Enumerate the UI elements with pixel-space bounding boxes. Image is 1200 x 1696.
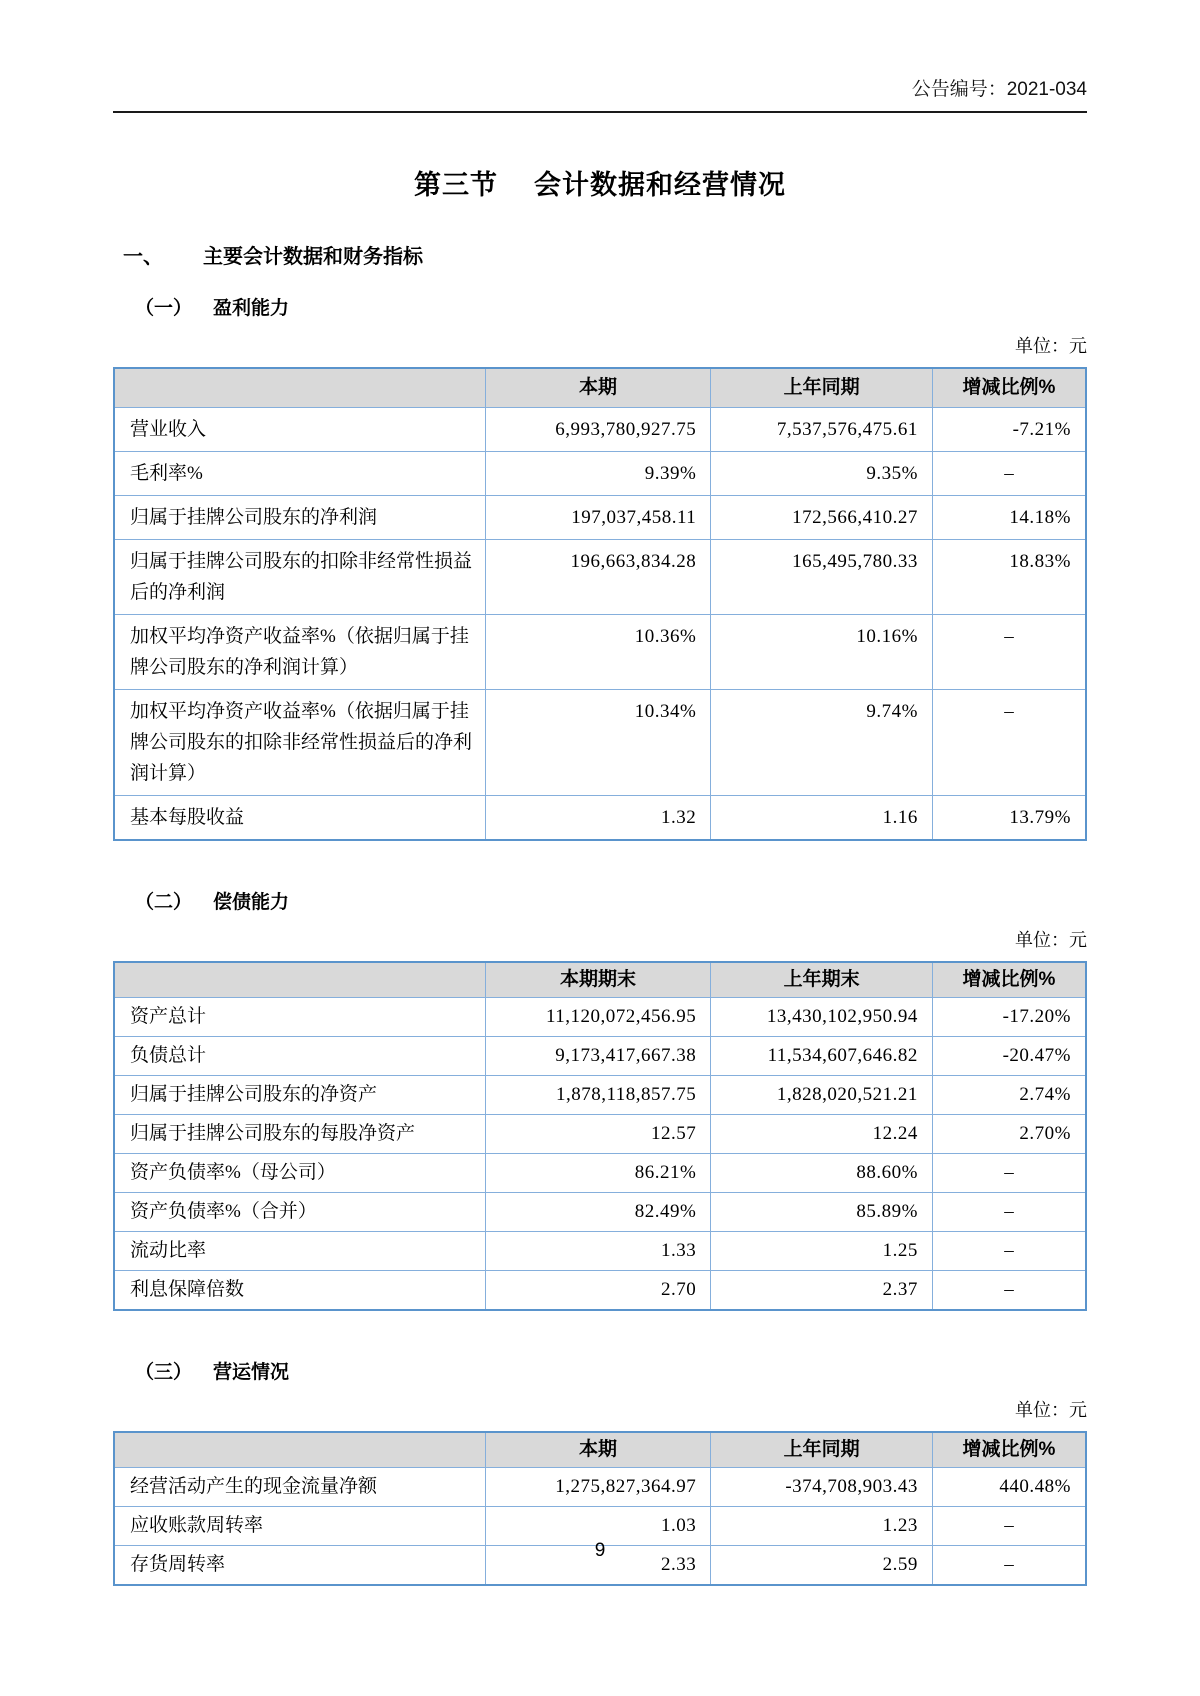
table-row — [114, 496, 1086, 540]
unit-label: 单位：元 — [1015, 1400, 1087, 1420]
row-value: 172,566,410.27 — [711, 496, 933, 540]
row-value: – — [932, 452, 1086, 496]
table-row — [114, 615, 1086, 690]
row-value: -7.21% — [932, 408, 1086, 452]
table-row — [114, 1076, 1086, 1115]
column-header-current: 本期 — [485, 1432, 711, 1468]
subsection-heading-profitability — [113, 293, 1087, 320]
row-label: 应收账款周转率 — [114, 1507, 485, 1546]
row-label: 利息保障倍数 — [114, 1271, 485, 1311]
row-value: – — [932, 1507, 1086, 1546]
row-value: 6,993,780,927.75 — [485, 408, 711, 452]
title-text: 会计数据和经营情况 — [534, 170, 786, 200]
row-label: 流动比率 — [114, 1232, 485, 1271]
row-value: 1,275,827,364.97 — [485, 1468, 711, 1507]
row-value: – — [932, 690, 1086, 796]
row-value: 9.74% — [711, 690, 933, 796]
row-value: 13.79% — [932, 796, 1086, 841]
row-value: 9,173,417,667.38 — [485, 1037, 711, 1076]
row-value: 12.57 — [485, 1115, 711, 1154]
column-header-current: 本期期末 — [485, 962, 711, 998]
subsection-heading-solvency — [113, 887, 1087, 914]
subsection-title: 偿债能力 — [213, 892, 290, 913]
row-value: 85.89% — [711, 1193, 933, 1232]
row-label: 加权平均净资产收益率%（依据归属于挂牌公司股东的扣除非经常性损益后的净利润计算） — [114, 690, 485, 796]
row-value: 1,878,118,857.75 — [485, 1076, 711, 1115]
row-value: 10.16% — [711, 615, 933, 690]
table-row — [114, 1193, 1086, 1232]
solvency-table — [113, 961, 1087, 1311]
subsection-number: （三） — [135, 1362, 193, 1383]
announcement-number: 公告编号：2021-034 — [911, 79, 1087, 100]
row-value: -17.20% — [932, 998, 1086, 1037]
row-label: 归属于挂牌公司股东的扣除非经常性损益后的净利润 — [114, 540, 485, 615]
subsection-number: （一） — [135, 298, 193, 319]
column-header-blank — [114, 368, 485, 408]
row-value: 9.35% — [711, 452, 933, 496]
row-value: 10.34% — [485, 690, 711, 796]
row-value: 197,037,458.11 — [485, 496, 711, 540]
table-row — [114, 408, 1086, 452]
table-header-row — [114, 368, 1086, 408]
row-value: 12.24 — [711, 1115, 933, 1154]
unit-label: 单位：元 — [1015, 930, 1087, 950]
row-value: 13,430,102,950.94 — [711, 998, 933, 1037]
row-value: 1.32 — [485, 796, 711, 841]
table-row — [114, 452, 1086, 496]
row-label: 归属于挂牌公司股东的每股净资产 — [114, 1115, 485, 1154]
table-row — [114, 1154, 1086, 1193]
row-value: 1.23 — [711, 1507, 933, 1546]
row-label: 基本每股收益 — [114, 796, 485, 841]
row-value: 2.37 — [711, 1271, 933, 1311]
row-value: 1,828,020,521.21 — [711, 1076, 933, 1115]
row-value: 165,495,780.33 — [711, 540, 933, 615]
column-header-current: 本期 — [485, 368, 711, 408]
row-label: 归属于挂牌公司股东的净利润 — [114, 496, 485, 540]
row-value: – — [932, 1154, 1086, 1193]
row-value: – — [932, 1193, 1086, 1232]
row-value: – — [932, 1271, 1086, 1311]
section-title: 主要会计数据和财务指标 — [203, 246, 423, 268]
row-value: 82.49% — [485, 1193, 711, 1232]
row-label: 存货周转率 — [114, 1546, 485, 1586]
operations-table — [113, 1431, 1087, 1586]
subsection-title: 营运情况 — [213, 1362, 290, 1383]
subsection-title: 盈利能力 — [213, 298, 290, 319]
section-heading — [113, 240, 1087, 269]
column-header-change: 增减比例% — [932, 962, 1086, 998]
column-header-change: 增减比例% — [932, 368, 1086, 408]
row-value: 1.16 — [711, 796, 933, 841]
column-header-change: 增减比例% — [932, 1432, 1086, 1468]
row-value: 11,534,607,646.82 — [711, 1037, 933, 1076]
table-row — [114, 1232, 1086, 1271]
row-label: 归属于挂牌公司股东的净资产 — [114, 1076, 485, 1115]
row-label: 资产总计 — [114, 998, 485, 1037]
page-title — [113, 163, 1087, 202]
row-label: 资产负债率%（母公司） — [114, 1154, 485, 1193]
row-value: 1.33 — [485, 1232, 711, 1271]
profitability-table — [113, 367, 1087, 841]
row-value: 7,537,576,475.61 — [711, 408, 933, 452]
subsection-number: （二） — [135, 892, 193, 913]
row-value: 11,120,072,456.95 — [485, 998, 711, 1037]
doc-header — [113, 0, 1087, 113]
row-value: 2.33 — [485, 1546, 711, 1586]
table-row — [114, 796, 1086, 841]
row-value: 2.70 — [485, 1271, 711, 1311]
column-header-prior: 上年期末 — [711, 962, 933, 998]
column-header-prior: 上年同期 — [711, 368, 933, 408]
row-label: 毛利率% — [114, 452, 485, 496]
row-value: 1.25 — [711, 1232, 933, 1271]
table-row — [114, 1115, 1086, 1154]
row-value: 18.83% — [932, 540, 1086, 615]
row-value: 2.74% — [932, 1076, 1086, 1115]
table-row — [114, 690, 1086, 796]
row-value: 2.59 — [711, 1546, 933, 1586]
section-number: 一、 — [123, 246, 163, 268]
column-header-blank — [114, 1432, 485, 1468]
row-value: – — [932, 1546, 1086, 1586]
subsection-heading-operations — [113, 1357, 1087, 1384]
row-value: – — [932, 615, 1086, 690]
column-header-blank — [114, 962, 485, 998]
table-header-row — [114, 962, 1086, 998]
row-value: 9.39% — [485, 452, 711, 496]
title-section-number: 第三节 — [414, 170, 498, 200]
row-label: 营业收入 — [114, 408, 485, 452]
unit-label: 单位：元 — [1015, 336, 1087, 356]
row-value: 86.21% — [485, 1154, 711, 1193]
table-row — [114, 540, 1086, 615]
table-header-row — [114, 1432, 1086, 1468]
page-number: 9 — [594, 1540, 606, 1561]
row-value: -374,708,903.43 — [711, 1468, 933, 1507]
row-value: 1.03 — [485, 1507, 711, 1546]
row-value: 2.70% — [932, 1115, 1086, 1154]
table-row — [114, 998, 1086, 1037]
row-label: 负债总计 — [114, 1037, 485, 1076]
row-label: 经营活动产生的现金流量净额 — [114, 1468, 485, 1507]
row-value: -20.47% — [932, 1037, 1086, 1076]
row-value: 196,663,834.28 — [485, 540, 711, 615]
row-value: 88.60% — [711, 1154, 933, 1193]
row-value: 14.18% — [932, 496, 1086, 540]
row-label: 加权平均净资产收益率%（依据归属于挂牌公司股东的净利润计算） — [114, 615, 485, 690]
row-value: – — [932, 1232, 1086, 1271]
column-header-prior: 上年同期 — [711, 1432, 933, 1468]
table-row — [114, 1037, 1086, 1076]
table-row — [114, 1271, 1086, 1311]
row-label: 资产负债率%（合并） — [114, 1193, 485, 1232]
row-value: 440.48% — [932, 1468, 1086, 1507]
row-value: 10.36% — [485, 615, 711, 690]
table-row — [114, 1468, 1086, 1507]
